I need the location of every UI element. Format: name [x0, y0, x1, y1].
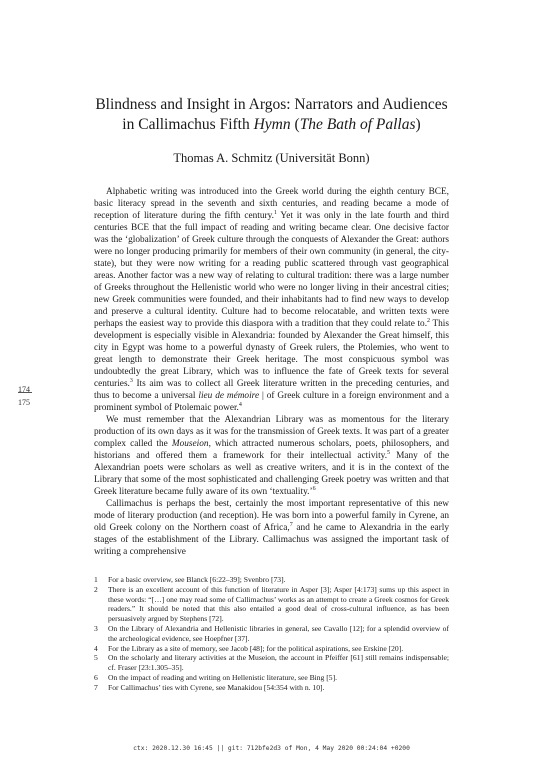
footnote-ref[interactable]: 6 — [312, 485, 316, 492]
body-text — [94, 186, 449, 558]
footnote-ref[interactable]: 5 — [387, 449, 391, 456]
footnote-ref[interactable]: 2 — [427, 317, 431, 324]
footnote: 3 On the Library of Alexandria and Hellenistic libraries in general, see Cavallo [12]; for a splendid overview of the archeological evidence, see Hoepfner [37]. — [94, 623, 449, 643]
footnote: 7 For Callimachus’ ties with Cyrene, see Manakidou [54:354 with n. 10]. — [94, 682, 325, 692]
margin-page-number-bottom: 175 — [18, 398, 30, 407]
title-text: in Callimachus Fifth — [122, 115, 254, 133]
footnote: 2 There is an excellent account of this function of literature in Asper [3]; Asper [4:173] sums up this aspect in these words: “[…] one may read some of Callimachus’ works as an attempt to create a Greek cosmos for Greek readers.” It should be noted that this also entailed a good deal of cross-cultural influence, as has been persuasively argued by Stephens [72]. — [94, 584, 449, 624]
author: Thomas A. Schmitz (Universität Bonn) — [173, 151, 370, 165]
paragraph-2: We must remember that the Alexandrian Library was as momentous for the literary production of its own days as it was for the transmission of Greek texts. It was part of a greater complex called the Mouseion, which attracted numerous scholars, poets, philosophers, and historians and offered them a framework for their intellectual activity.$^5$ Many of the Alexandrian poets were scholars as well as creative writers, and it is in the context of the Library that some of the most sophisticated and challenging Greek poetry was written and that Greek literature became fully aware of its own ‘textuality.’$^6$ — [94, 415, 449, 497]
title-line-2 — [60, 115, 483, 135]
margin-page-number-top: 174 — [18, 385, 30, 394]
article-title — [60, 95, 483, 134]
footnote-ref[interactable]: 7 — [289, 521, 293, 528]
paragraph-1: Alphabetic writing was introduced into the Greek world during the eighth century BCE, basic literacy spread in the seventh and sixth centuries, and reading became a mode of reception of literature during the fifth century.$^1$ Yet it was only in the late fourth and third centuries BCE that the full impact of reading and writing became clear. One decisive factor was the ‘globalization’ of Greek culture through the conquests of Alexander the Great: authors were no longer producing primarily for members of their own community (in general, the city-state), but they were now writing for a reading public scattered through vast geographical areas. Another factor was a new way of relating to cultural tradition: there was a large number of Greeks throughout the Hellenistic world who were no longer living in their ancestral cities; new Greek communities were founded, and their inhabitants had to find new ways to develop and preserve a cultural identity. Culture had to become relocatable, and written texts were perhaps the easiest way to provide this diaspora with a tradition that they could relate to.$^2$ This development is especially visible in Alexandria: founded by Alexander the Great himself, this city in Egypt was home to a powerful dynasty of Greek rulers, the Ptolemies, who went to great length to demonstrate their Greek heritage. The most conspicuous symbol was undoubtedly the great Library, which was to influence the fate of Greek texts for several centuries.$^3$ Its aim was to collect all Greek literature written in the preceding centuries, and thus to become a universal lieu de mémoire | of Greek culture in a foreign environment and a prominent symbol of Ptolemaic power.$^4$ — [94, 187, 450, 413]
title-hymn: Hymn — [253, 115, 291, 133]
footnote-ref[interactable]: 3 — [129, 377, 133, 384]
paragraph-3: Callimachus is perhaps the best, certainly the most important representative of this new mode of literary production (and reception). He was born into a powerful family in Cyrene, an old Greek colony on the Northern coast of Africa,$^7$ and he came to Alexandria in the early stages of the establishment of the Library. Callimachus was assigned the important task of writing a comprehensive — [94, 499, 450, 557]
footnotes — [94, 575, 449, 693]
footnote: 5 On the scholarly and literary activities at the Museion, the account in Pfeiffer [61] still remains indispensable; cf. Fraser [23:1.305–35]. — [94, 653, 449, 673]
title-line-1: Blindness and Insight in Argos: Narrators and Audiences — [95, 96, 448, 113]
title-text: ) — [415, 115, 421, 133]
footnote-ref[interactable]: 4 — [238, 401, 242, 408]
footnote-ref[interactable]: 1 — [273, 209, 277, 216]
footnote: 1 For a basic overview, see Blanck [6:22–39]; Svenbro [73]. — [94, 575, 286, 584]
build-footer: ctx: 2020.12.30 16:45 || git: 712bfe2d3 of Mon, 4 May 2020 00:24:04 +0200 — [133, 745, 410, 752]
margin-rule — [18, 392, 32, 393]
title-text: ( — [290, 115, 300, 133]
footnote: 4 For the Library as a site of memory, see Jacob [48]; for the political aspirations, see Erskine [20]. — [94, 643, 404, 653]
title-bath-of-pallas: The Bath of Pallas — [299, 115, 416, 133]
footnote: 6 On the impact of reading and writing on Hellenistic literature, see Bing [5]. — [94, 672, 338, 682]
